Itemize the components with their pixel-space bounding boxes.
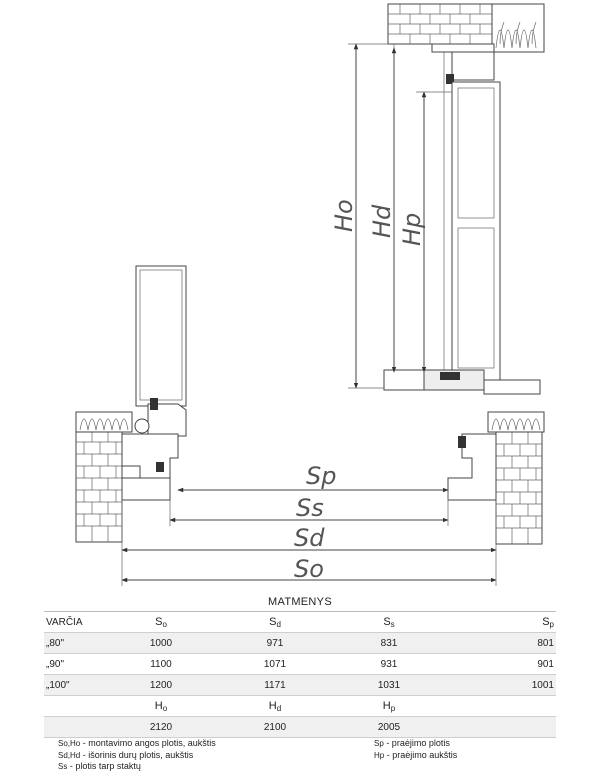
- cell-hp: 2005: [377, 721, 401, 733]
- vertical-section: [330, 4, 544, 394]
- header-col-hp: $H_p$: [382, 699, 396, 713]
- dim-label-sp: Sp: [306, 462, 337, 490]
- dim-label-hd: Hd: [368, 204, 396, 238]
- legend-item-ss: Ss - plotis tarp staktų: [58, 761, 141, 771]
- header-col-varcia: VARČIA: [46, 616, 83, 628]
- cell-so: 1200: [149, 679, 173, 691]
- cell-so: 1100: [150, 658, 172, 670]
- table-row: [44, 654, 556, 675]
- header-col-sd: $S_d$: [269, 615, 281, 629]
- cell-hd: 2100: [263, 721, 287, 733]
- insulation-right: [488, 412, 544, 432]
- dim-label-hp: Hp: [398, 212, 426, 246]
- height-header-row: [44, 696, 556, 717]
- cell-so: 1000: [149, 637, 173, 649]
- brick-wall-top: [388, 4, 492, 44]
- height-values-row: [44, 717, 556, 738]
- legend-item-sp: Sp - praėjimo plotis: [374, 738, 450, 748]
- cell-sd: 1171: [264, 679, 286, 691]
- insulation-left: [76, 412, 132, 432]
- dim-label-sd: Sd: [294, 524, 325, 552]
- header-col-hd: $H_d$: [268, 699, 282, 713]
- cell-sp: 801: [537, 637, 554, 649]
- dim-label-ho: Ho: [330, 199, 358, 232]
- table-row: [44, 633, 556, 654]
- legend-right: [374, 738, 457, 761]
- table-header-row: [44, 611, 556, 633]
- brick-wall-left: [76, 430, 122, 542]
- brick-wall-right: [496, 432, 542, 544]
- cell-sp: 1001: [531, 679, 554, 691]
- header-col-sp: $S_p$: [542, 615, 554, 629]
- dim-label-ss: Ss: [296, 494, 324, 522]
- legend-left: [58, 738, 216, 773]
- legend-item-sd-hd: Sd,Hd - išorinis durų plotis, aukštis: [58, 749, 194, 760]
- cell-sp: 901: [537, 658, 554, 670]
- legend-item-so-ho: So,Ho - montavimo angos plotis, aukštis: [58, 738, 216, 748]
- cell-sd: 1071: [263, 658, 287, 670]
- table-row: [44, 675, 556, 696]
- header-col-ho: $H_o$: [154, 699, 168, 713]
- row-label: „90": [46, 658, 65, 670]
- dim-label-so: So: [294, 555, 324, 583]
- row-label: „80": [46, 637, 65, 649]
- dimensions-table: [44, 594, 556, 738]
- header-col-so: $S_o$: [155, 615, 167, 629]
- legend-item-hp: Hp - praėjimo aukštis: [374, 749, 458, 760]
- row-label: „100": [46, 679, 70, 691]
- cell-sd: 971: [266, 637, 284, 649]
- insulation-top: [492, 4, 544, 52]
- cell-ss: 931: [380, 658, 398, 670]
- cell-ss: 831: [380, 637, 398, 649]
- cell-ss: 1031: [377, 679, 401, 691]
- table-title: MATMENYS: [268, 596, 332, 608]
- header-col-ss: $S_s$: [383, 615, 395, 629]
- cell-ho: 2120: [149, 721, 173, 733]
